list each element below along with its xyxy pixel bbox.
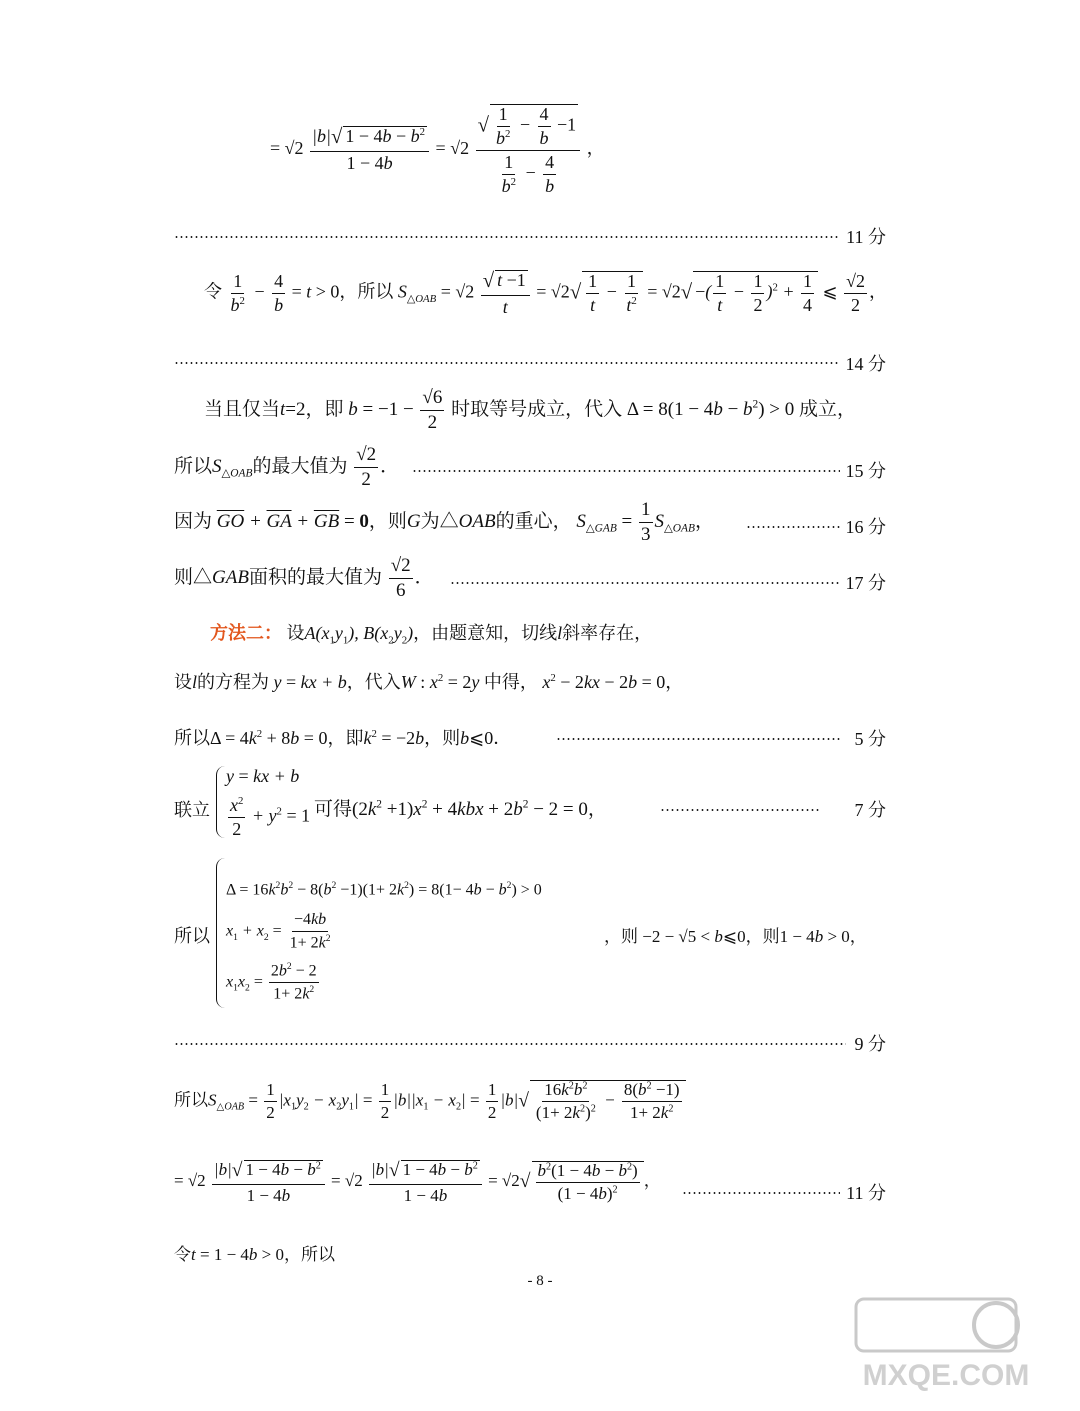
formula-line-1: = √2 $\frac{|b|√ 1 - 4b - b^2}{1 - 4b}$ = √2 √ $\frac{1}{b^2}$ − $\frac{4}{b}$ −1 $\frac{1}{b^2}$ − $\frac{4}{b}$ ， — [270, 104, 605, 196]
formula-line-6: 则△GAB面积的最大值为 $\frac{√2}{6}$ ． — [174, 555, 434, 601]
watermark-logo — [846, 1293, 1046, 1393]
formula-line-3: 当且仅当t=2，即 b = −1 − $\frac{√6}{2}$ 时取等号成立，代入 $\Delta = 8(1 - 4b - b^2) > 0$ 成立， — [204, 387, 857, 433]
system-label: 联立 — [174, 800, 210, 820]
score-label: 7 分 — [854, 800, 886, 820]
score-label: 15 分 — [845, 461, 886, 481]
system-label-2: 所以 — [174, 926, 210, 946]
dotted-leader — [660, 809, 820, 811]
method-two-heading: 方法二： — [210, 623, 282, 643]
watermark-text: MXQE.COM — [862, 1359, 1030, 1392]
dotted-leader — [412, 470, 840, 472]
formula-line-9: 可得$(2k^2 +1)x^2 + 4kbx + 2b^2 - 2 = 0$， — [314, 798, 607, 820]
score-label: 14 分 — [845, 354, 886, 374]
score-label: 16 分 — [845, 517, 886, 537]
score-label: 11 分 — [846, 1183, 886, 1203]
dotted-leader — [174, 362, 840, 364]
formula-line-4: 所以$S_{\triangle OAB}$的最大值为 $\frac{√2}{2}$ ． — [174, 444, 400, 490]
dotted-leader — [682, 1192, 840, 1194]
method-two-line: 方法二： 设$A(x_1y_1)$, $B(x_2y_2)$，由题意知，切线l斜率存在， — [210, 623, 653, 647]
left-brace — [216, 766, 225, 838]
score-label: 9 分 — [854, 1034, 886, 1054]
formula-line-12: = √2 $\frac{|b|√ 1 - 4b - b^2}{1 - 4b}$ = √2 $\frac{|b|√ 1 - 4b - b^2}{1 - 4b}$ = √2√ $\frac{b^2(1 - 4b - b^2)}{(1 - 4b)^2}$ ， — [174, 1160, 661, 1205]
formula-line-10: ，则 −2 − √5 < b⩽0，则1 − 4b > 0， — [604, 927, 867, 946]
formula-line-5: 因为 $\overline{GO} + \overline{GA} + \overline{GB} = 0$，则G为△OAB的重心， $S_{\triangle GAB}$ = $\frac{1}{3}$ $S_{\triangle OAB}$， — [174, 499, 714, 545]
dotted-leader — [174, 1043, 846, 1045]
score-label: 5 分 — [854, 729, 886, 749]
system-eq-2: $\frac{x^2}{2}$ + $y^2 = 1$ — [230, 795, 311, 839]
dotted-leader — [174, 236, 840, 238]
system2-eq-3: $x_1x_2$ = $\frac{2b^2 - 2}{1+ 2k^2}$ — [226, 961, 317, 1003]
page-number: - 8 - — [527, 1273, 553, 1289]
formula-line-11: 所以$S_{\triangle OAB}$ = $\frac{1}{2}$ $|x_1y_2 - x_2y_1|$ = $\frac{1}{2}$ $|b||x_1 - x_2|$ = $\frac{1}{2}$ |b|√ $\frac{16k^2b^2}{(1+ 2k^2)^2}$ − $\frac{8(b^2 -1)}{1+ 2k^2}$ — [174, 1080, 686, 1122]
formula-line-7: 设l的方程为 y = kx + b，代入W : $x^2 = 2y$ 中得， $x^2 - 2kx - 2b = 0$， — [174, 672, 684, 692]
system2-eq-1: $\Delta = 16k^2b^2 - 8(b^2 -1)(1+ 2k^2) = 8(1- 4b - b^2) > 0$ — [226, 880, 542, 899]
dotted-leader — [450, 582, 840, 584]
score-label: 11 分 — [846, 227, 886, 247]
formula-line-2: 令 $\frac{1}{b^2}$ − $\frac{4}{b}$ = t > 0，所以 $S_{\triangle OAB} = √2$ $\frac{√ t -1}{t}$ = √2√ $\frac{1}{t}$ − $\frac{1}{t^2}$ = √2√ −( $\frac{1}{t}$ − $\frac{1}{2}$ )$^2$ + $\frac{1}{4}$ ⩽ $\frac{√2}{2}$ ， — [204, 270, 887, 317]
formula-line-8: 所以$\Delta = 4k^2 + 8b = 0$，即$k^2 = -2b$，则b⩽0． — [174, 728, 512, 748]
formula-line-13: 令t = 1 − 4b > 0，所以 — [174, 1245, 336, 1264]
dotted-leader — [556, 738, 840, 740]
left-brace — [216, 858, 225, 1008]
dotted-leader — [746, 526, 840, 528]
system-eq-1: y = kx + b — [226, 766, 300, 786]
score-label: 17 分 — [845, 573, 886, 593]
system2-eq-2: $x_1 + x_2$ = $\frac{-4kb}{1+ 2k^2}$ — [226, 911, 331, 952]
